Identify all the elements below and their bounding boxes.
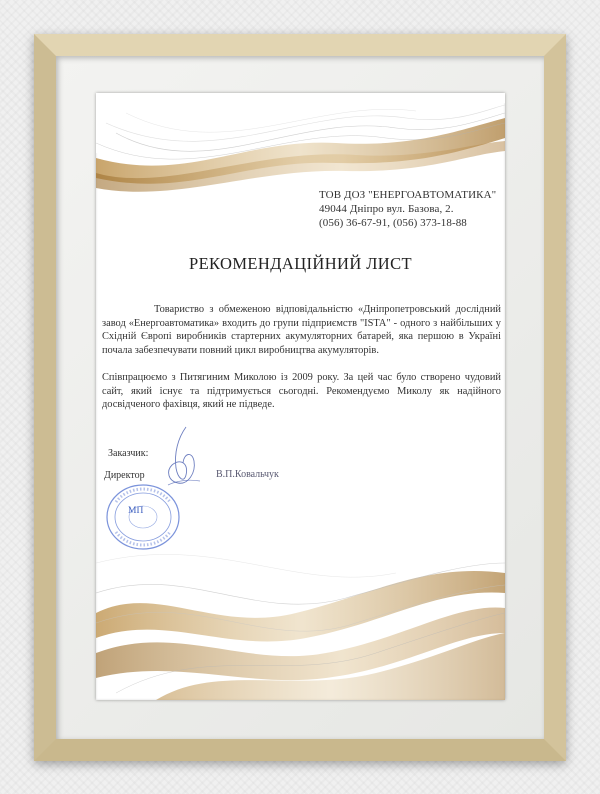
- company-name: ТОВ ДОЗ "ЕНЕРГОАВТОМАТИКА": [319, 189, 497, 201]
- customer-label: Заказчик:: [108, 448, 149, 459]
- company-phones: (056) 36-67-91, (056) 373-18-88: [319, 217, 467, 229]
- letter-paragraph-2: Співпрацюємо з Питягиним Миколою із 2009 року. За цей час було створено чудовий сайт, який існує та підтримується сьогодні. Рекомендуємо Миколу як надійного досвідченого фахівця, який не підведе.: [102, 372, 501, 411]
- letter-paragraph-1: Товариство з обмеженою відповідальністю «Дніпропетровський дослідний завод «Енергоавтоматика» входить до групи підприємств "ISTA" - одного з найбільших у Східній Європі виробників стартерних акумуляторних батарей, яка першою в Україні почала забезпечувати повний цикл виробництва акумуляторів.: [102, 304, 501, 356]
- bottom-wave: [96, 554, 505, 700]
- director-label: Директор: [104, 470, 145, 481]
- letter-title: РЕКОМЕНДАЦІЙНИЙ ЛИСТ: [189, 254, 412, 273]
- company-header: [319, 188, 499, 230]
- stamp-label: МП: [128, 506, 144, 516]
- recommendation-letter: [96, 93, 505, 700]
- signer-name: В.П.Ковальчук: [216, 469, 279, 480]
- company-address: 49044 Дніпро вул. Базова, 2.: [319, 203, 454, 215]
- top-wave: [96, 93, 505, 192]
